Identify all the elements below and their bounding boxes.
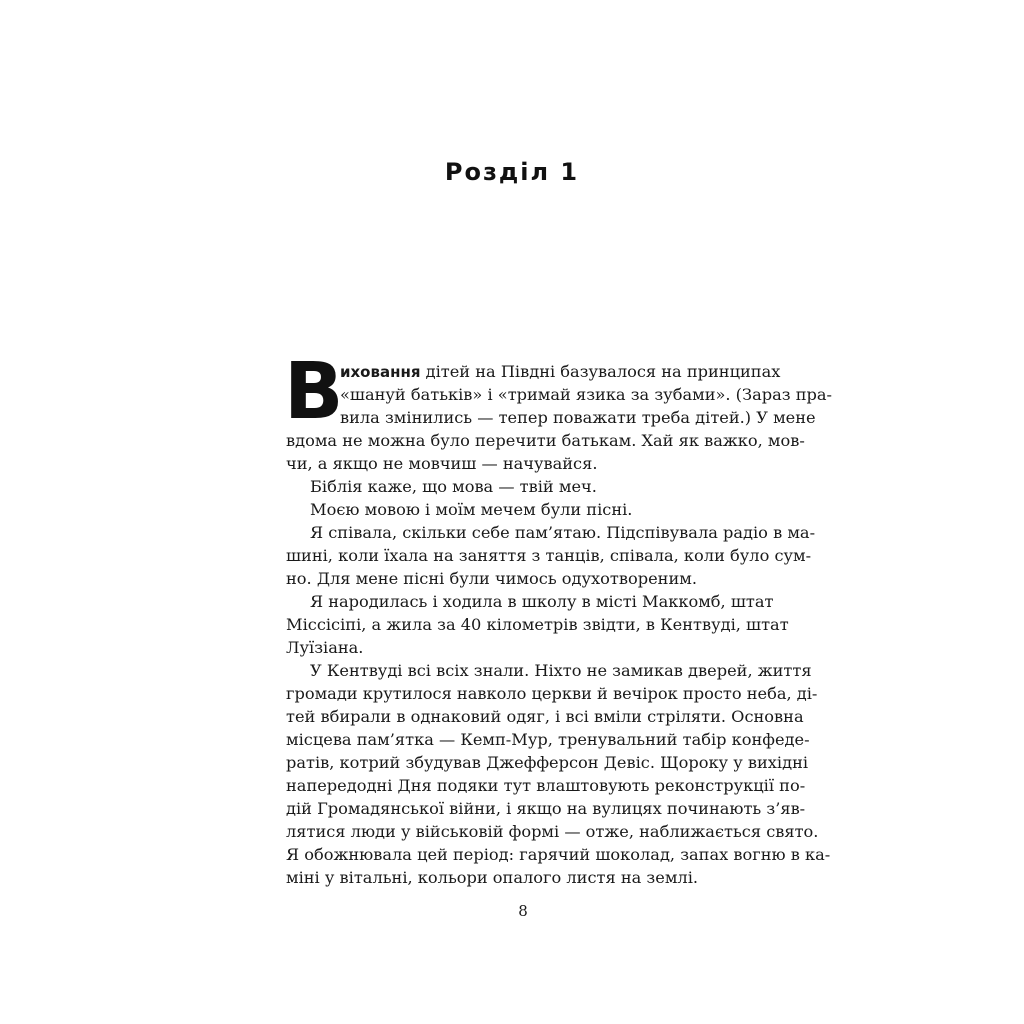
text-line (286, 521, 816, 544)
text-line (286, 567, 766, 590)
text-line (286, 728, 810, 751)
line-text: напередодні Дня подяки тут влаштовують реконструкції по- (286, 776, 806, 795)
text-line (286, 613, 789, 636)
text-line (286, 383, 832, 406)
line-text: Біблія каже, що мова — твій меч. (310, 477, 597, 496)
line-text: Я народилась і ходила в школу в місті Маккомб, штат (310, 592, 774, 611)
text-line (286, 843, 831, 866)
line-text: У Кентвуді всі всіх знали. Ніхто не замикав дверей, життя (310, 661, 812, 680)
text-line (286, 636, 766, 659)
line-text: місцева пам’ятка — Кемп-Мур, тренувальний табір конфеде- (286, 730, 810, 749)
line-text: чи, а якщо не мовчиш — начувайся. (286, 454, 598, 473)
line-text: Луїзіана. (286, 638, 364, 657)
line-text: вила змінились — тепер поважати треба дітей.) У мене (340, 408, 816, 427)
line-text: вдома не можна було перечити батькам. Хай як важко, мов- (286, 431, 805, 450)
text-line (286, 544, 812, 567)
text-line (286, 590, 774, 613)
text-line (286, 866, 766, 889)
line-text: ратів, котрий збудував Джефферсон Девіс. Щороку у вихідні (286, 753, 809, 772)
line-text: Моєю мовою і моїм мечем були пісні. (310, 500, 633, 519)
line-text: тей вбирали в однаковий одяг, і всі вміли стріляти. Основна (286, 707, 804, 726)
line-text: Я співала, скільки себе пам’ятаю. Підспівувала радіо в ма- (310, 523, 816, 542)
text-line (286, 682, 818, 705)
line-text: шині, коли їхала на заняття з танців, співала, коли було сум- (286, 546, 812, 565)
drop-cap: В (284, 347, 344, 437)
line-text: лятися люди у військовій формі — отже, наближається свято. (286, 822, 819, 841)
text-line (286, 406, 816, 429)
chapter-title: Розділ 1 (444, 158, 580, 186)
text-line (286, 452, 766, 475)
text-line (286, 751, 809, 774)
line-text: дій Громадянської війни, і якщо на вулицях починають з’яв- (286, 799, 806, 818)
text-line (286, 475, 766, 498)
line-text: громади крутилося навколо церкви й вечірок просто неба, ді- (286, 684, 818, 703)
text-line (286, 429, 805, 452)
line-text: Я обожнювала цей період: гарячий шоколад, запах вогню в ка- (286, 845, 831, 864)
line-text: дітей на Півдні базувалося на принципах (420, 362, 781, 381)
text-line (286, 498, 766, 521)
lead-word: иховання (340, 363, 421, 381)
text-line (286, 705, 804, 728)
text-line (286, 820, 819, 843)
line-text: «шануй батьків» і «тримай язика за зубами». (Зараз пра- (340, 385, 832, 404)
body-text (286, 360, 832, 889)
text-line (286, 360, 781, 383)
text-line (286, 774, 806, 797)
line-text: міні у вітальні, кольори опалого листя на землі. (286, 868, 699, 887)
line-text: но. Для мене пісні були чимось одухотвореним. (286, 569, 697, 588)
page-number: 8 (518, 902, 528, 920)
text-line (286, 659, 812, 682)
text-line (286, 797, 806, 820)
line-text: Міссісіпі, а жила за 40 кілометрів звідти, в Кентвуді, штат (286, 615, 789, 634)
